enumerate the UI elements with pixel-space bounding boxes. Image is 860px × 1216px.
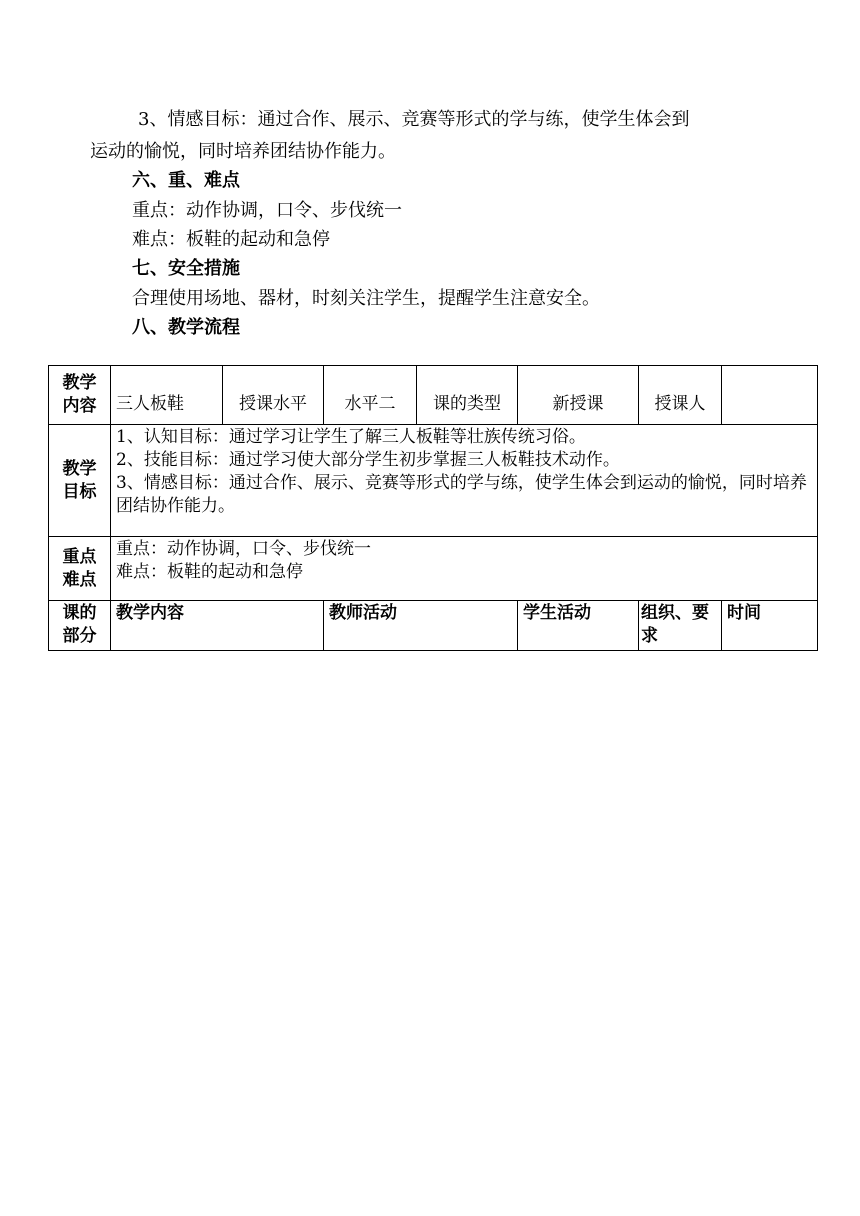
table-row-key-points	[49, 537, 818, 601]
section-8-heading: 八、教学流程	[132, 317, 240, 338]
section-7-heading: 七、安全措施	[132, 258, 240, 279]
table-row-content	[49, 366, 818, 425]
section-6-heading: 六、重、难点	[132, 170, 240, 191]
table-row-parts-header	[49, 601, 818, 651]
lesson-content-value: 三人板鞋	[111, 366, 223, 425]
row-label-goals: 教学 目标	[49, 425, 111, 537]
col-header-org: 组织、要求	[639, 601, 722, 651]
emotion-goal-line-1: 3、情感目标：通过合作、展示、竞赛等形式的学与练，使学生体会到	[138, 109, 690, 130]
row-label-content: 教学 内容	[49, 366, 111, 425]
col-header-teacher: 教师活动	[324, 601, 518, 651]
safety-text: 合理使用场地、器材，时刻关注学生，提醒学生注意安全。	[132, 288, 600, 309]
key-points-cell	[111, 537, 818, 601]
row-label-parts: 课的 部分	[49, 601, 111, 651]
level-value: 水平二	[324, 366, 417, 425]
col-header-content: 教学内容	[111, 601, 324, 651]
level-label: 授课水平	[223, 366, 324, 425]
key-point-text: 重点：动作协调，口令、步伐统一	[132, 200, 402, 221]
goal-skill: 2、技能目标：通过学习使大部分学生初步掌握三人板鞋技术动作。	[116, 450, 620, 470]
goal-emotion: 3、情感目标：通过合作、展示、竞赛等形式的学与练，使学生体会到运动的愉悦，同时培养团结协作能力。	[116, 473, 807, 516]
lesson-flow-table	[48, 365, 818, 651]
difficulty-text: 难点：板鞋的起动和急停	[132, 229, 330, 250]
row-label-key-points: 重点 难点	[49, 537, 111, 601]
col-header-student: 学生活动	[518, 601, 639, 651]
table-row-goals	[49, 425, 818, 537]
type-value: 新授课	[518, 366, 639, 425]
emotion-goal-line-2: 运动的愉悦，同时培养团结协作能力。	[90, 141, 396, 162]
goal-cognitive: 1、认知目标：通过学习让学生了解三人板鞋等壮族传统习俗。	[116, 427, 586, 447]
goals-cell	[111, 425, 818, 537]
teacher-label: 授课人	[639, 366, 722, 425]
teacher-value	[722, 366, 818, 425]
col-header-time: 时间	[722, 601, 818, 651]
type-label: 课的类型	[417, 366, 518, 425]
table-key-point: 重点：动作协调，口令、步伐统一	[116, 539, 371, 559]
table-difficulty: 难点：板鞋的起动和急停	[116, 562, 303, 582]
